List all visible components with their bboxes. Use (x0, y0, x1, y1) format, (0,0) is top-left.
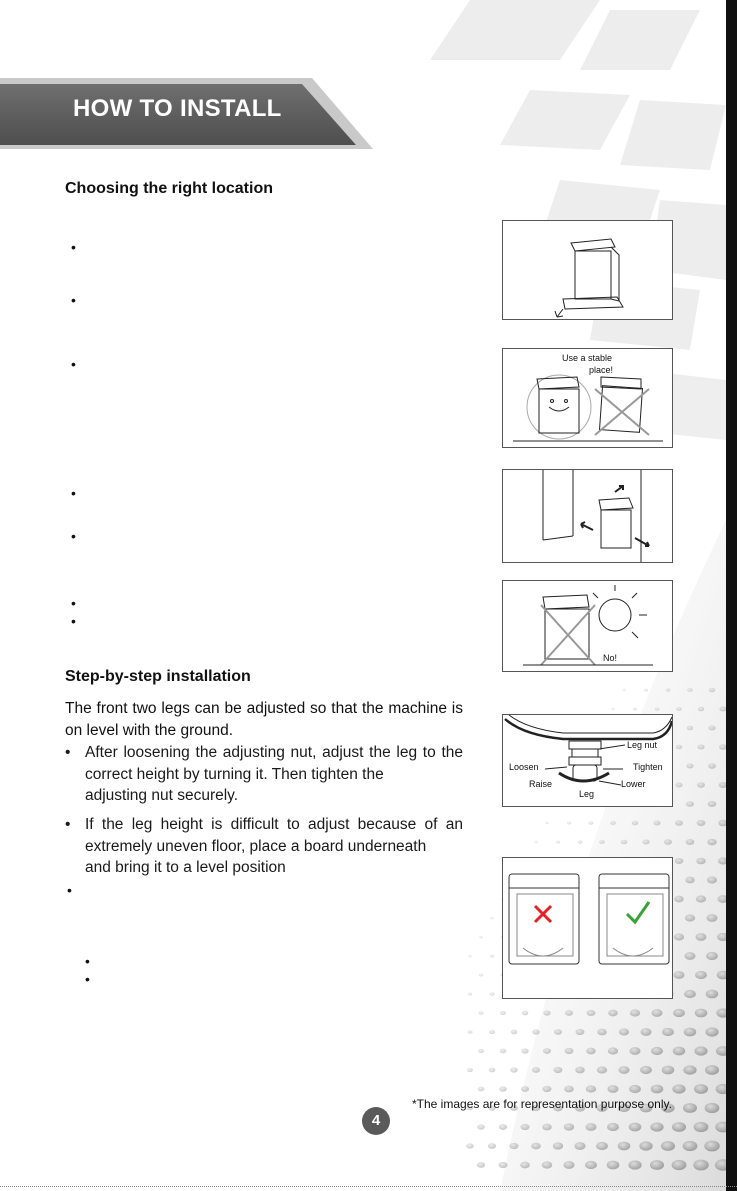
decor-dot (556, 840, 560, 843)
bullet: • (71, 595, 76, 611)
tighten-label: Tighten (633, 762, 663, 772)
bullet: • (71, 528, 76, 544)
decor-dot (545, 822, 549, 824)
decor-dot (640, 1028, 651, 1036)
decor-dot (477, 1124, 484, 1129)
decor-dot (522, 1011, 529, 1016)
decor-dot (666, 688, 671, 691)
decor-dot (467, 1068, 473, 1072)
decor-dot (499, 1124, 507, 1130)
list-item-last-line: adjusting nut securely. (85, 787, 239, 804)
decor-dot (697, 744, 704, 749)
leg-label: Leg (579, 789, 595, 799)
page-number: 4 (362, 1107, 390, 1135)
decor-dot (490, 954, 494, 957)
decor-dot (554, 1067, 563, 1073)
decor-dot (685, 952, 696, 960)
decor-dot (673, 1047, 686, 1056)
decor-dot (586, 1048, 596, 1055)
edge-bleed-bar (726, 0, 737, 1191)
decor-dot (490, 917, 494, 920)
decor-dot (500, 1011, 506, 1015)
decor-dot (534, 841, 538, 844)
bullet: • (71, 485, 76, 501)
decor-dot (611, 708, 614, 710)
decor-dot (683, 1103, 697, 1113)
decor-dot (610, 821, 616, 825)
decor-dot (697, 820, 706, 826)
decor-dot (672, 1160, 687, 1170)
decor-dot (577, 840, 582, 844)
decor-dot (542, 1124, 552, 1131)
decor-dot (521, 1048, 528, 1053)
decor-dot (687, 726, 693, 730)
decor-dot (686, 763, 693, 768)
decor-dot (618, 1066, 629, 1074)
decor-dot (661, 1141, 675, 1151)
decor-dot (676, 707, 682, 711)
decor-dot (564, 1123, 574, 1130)
decor-dot (531, 1143, 541, 1150)
decor-dot (554, 1029, 562, 1035)
decor-dot (707, 876, 717, 883)
decor-dot (674, 971, 685, 979)
decor-dot (696, 858, 705, 865)
decor-dot (708, 763, 716, 769)
decor-dot (633, 708, 637, 711)
decor-dot (500, 1049, 507, 1054)
decor-dot (693, 1160, 709, 1171)
decor-dot (478, 1087, 485, 1092)
lower-label: Lower (621, 779, 646, 789)
decor-dot (543, 1086, 552, 1092)
no-label: No! (603, 653, 618, 663)
loosen-label: Loosen (509, 762, 539, 772)
decor-dot (695, 1009, 707, 1018)
decor-dot (686, 839, 695, 845)
decor-dot (587, 1010, 596, 1016)
decor-dot (619, 1028, 629, 1035)
list-item-body: If the leg height is difficult to adjust because of an extremely uneven floor, place a board underneath (85, 816, 463, 855)
decor-dot (629, 1085, 641, 1093)
choosing-location-heading: Choosing the right location (65, 180, 273, 197)
decor-dot (521, 1124, 530, 1130)
decor-dot (639, 1141, 652, 1150)
decor-dot (596, 1142, 608, 1150)
decor-dot (632, 821, 638, 826)
decor-dot (489, 1030, 495, 1034)
decor-dot (520, 1162, 530, 1169)
decor-dot (574, 1142, 585, 1150)
decor-dot (706, 952, 718, 960)
decor-dot (585, 1161, 597, 1169)
decor-dot (673, 1009, 685, 1017)
decor-dot (565, 1010, 573, 1016)
decor-dot (685, 877, 694, 884)
decor-dot (651, 1047, 663, 1055)
decor-dot (488, 1143, 496, 1149)
decor-dot (650, 1160, 664, 1170)
decor-dot (510, 1067, 517, 1072)
decor-dot (586, 1085, 596, 1092)
decor-dot (644, 689, 648, 692)
decor-dot (708, 801, 717, 807)
stable-label-line2: place! (588, 365, 614, 375)
decor-dot (597, 1066, 607, 1073)
decor-dot (655, 707, 660, 710)
stable-label-line1: Use a stable (561, 353, 613, 363)
decor-dot (704, 1141, 720, 1152)
list-item-body: After loosening the adjusting nut, adjust the leg to the correct height by turning it. Then tighten the (85, 744, 463, 783)
bullet: • (67, 882, 72, 898)
decor-dot (542, 1161, 552, 1168)
decor-dot (683, 1141, 698, 1151)
trim-line (0, 1186, 737, 1187)
installation-heading: Step-by-step installation (65, 668, 251, 685)
decor-dot (684, 1028, 697, 1037)
decor-dot (642, 839, 649, 844)
decor-dot (709, 688, 715, 692)
decor-dot (662, 1066, 675, 1075)
decor-dot (650, 1122, 663, 1131)
decor-dot (466, 1143, 473, 1148)
page-title: HOW TO INSTALL (73, 95, 282, 122)
washer-move-figure (502, 220, 673, 320)
decor-dot (694, 1046, 707, 1055)
decor-dot (618, 1142, 631, 1151)
decor-dot (675, 782, 682, 787)
decor-dot (698, 707, 704, 711)
decor-dot (674, 933, 684, 940)
decor-dot (468, 992, 472, 995)
decor-dot (674, 896, 683, 903)
decor-dot (684, 990, 696, 998)
decor-dot (479, 973, 483, 976)
level-check-figure (502, 857, 673, 999)
decor-dot (706, 990, 718, 999)
raise-label: Raise (529, 779, 553, 789)
decor-dot (651, 1085, 664, 1094)
decor-dot (564, 1086, 574, 1093)
bullet: • (71, 292, 76, 308)
stable-place-figure (502, 348, 673, 448)
decor-dot (576, 1029, 585, 1035)
decor-dot (467, 1030, 472, 1034)
decor-dot (622, 689, 625, 691)
decor-dot (683, 1065, 696, 1074)
decor-dot (621, 840, 628, 845)
decor-dot (696, 933, 707, 941)
decor-dot (705, 1065, 719, 1075)
decor-dot (565, 1048, 574, 1054)
decor-dot (675, 858, 684, 864)
decor-dot (478, 1011, 483, 1015)
decor-dot (629, 1047, 640, 1055)
decor-dot (672, 1122, 686, 1132)
decor-dot (675, 820, 683, 826)
avoid-sunlight-figure (502, 580, 673, 672)
decor-dot (708, 725, 715, 730)
decor-dot (608, 1047, 618, 1054)
decor-dot (694, 1122, 709, 1132)
list-item (65, 742, 463, 807)
decor-dot (543, 1010, 550, 1015)
decor-dot (511, 1030, 518, 1035)
bullet: • (71, 356, 76, 372)
decor-dot (651, 1009, 662, 1017)
decor-dot (707, 914, 718, 922)
decor-dot (687, 688, 693, 692)
decor-dot (567, 821, 571, 824)
decor-dot (664, 839, 672, 845)
list-item-last-line: and bring it to a level position (85, 859, 286, 876)
decor-dot (607, 1085, 618, 1093)
decor-dot (553, 1142, 563, 1149)
leg-nut-label: Leg nut (627, 740, 658, 750)
decor-dot (640, 1066, 652, 1074)
decor-dot (563, 1161, 574, 1169)
bullet: • (71, 613, 76, 629)
wall-clearance-figure (502, 469, 673, 563)
decor-dot (695, 971, 707, 979)
decor-dot (478, 1049, 484, 1053)
decor-dot (608, 1010, 618, 1017)
decor-dot (585, 1123, 596, 1131)
decor-dot (696, 895, 706, 902)
decor-dot (694, 1084, 708, 1094)
decor-dot (532, 1067, 540, 1073)
decor-dot (653, 820, 660, 825)
decor-dot (477, 1162, 485, 1168)
decor-dot (662, 1028, 674, 1036)
disclaimer-text: *The images are for representation purpose only. (412, 1097, 672, 1111)
decor-dot (479, 936, 483, 939)
decor-dot (685, 914, 695, 921)
decor-dot (672, 1084, 685, 1093)
decor-dot (607, 1161, 620, 1170)
bullet: • (65, 744, 71, 761)
intro-paragraph: The front two legs can be adjusted so that the machine is on level with the ground. (65, 700, 463, 739)
bullet: • (71, 239, 76, 255)
decor-dot (543, 1048, 551, 1054)
decor-dot (607, 1123, 619, 1131)
leg-adjust-figure (502, 714, 673, 807)
decor-dot (630, 1009, 640, 1016)
list-item (65, 814, 463, 879)
decor-dot (521, 1086, 529, 1092)
decor-dot (707, 839, 716, 846)
decor-dot (676, 745, 682, 750)
decor-dot (510, 1143, 519, 1149)
decor-dot (499, 1086, 506, 1091)
bullet: • (65, 816, 71, 833)
decor-dot (705, 1103, 720, 1113)
decor-dot (628, 1160, 641, 1169)
decor-dot (686, 801, 694, 807)
decor-dot (588, 821, 593, 825)
decor-dot (575, 1067, 585, 1074)
decor-dot (532, 1029, 539, 1034)
decor-dot (705, 1027, 718, 1036)
decor-dot (597, 1029, 607, 1036)
decor-dot (629, 1123, 642, 1132)
decor-dot (489, 1068, 496, 1073)
decor-dot (468, 955, 472, 958)
decor-dot (697, 782, 705, 788)
decor-dot (499, 1162, 508, 1168)
bullet: • (85, 953, 90, 969)
decor-dot (599, 840, 605, 844)
bullet: • (85, 971, 90, 987)
decor-dot (489, 992, 494, 996)
